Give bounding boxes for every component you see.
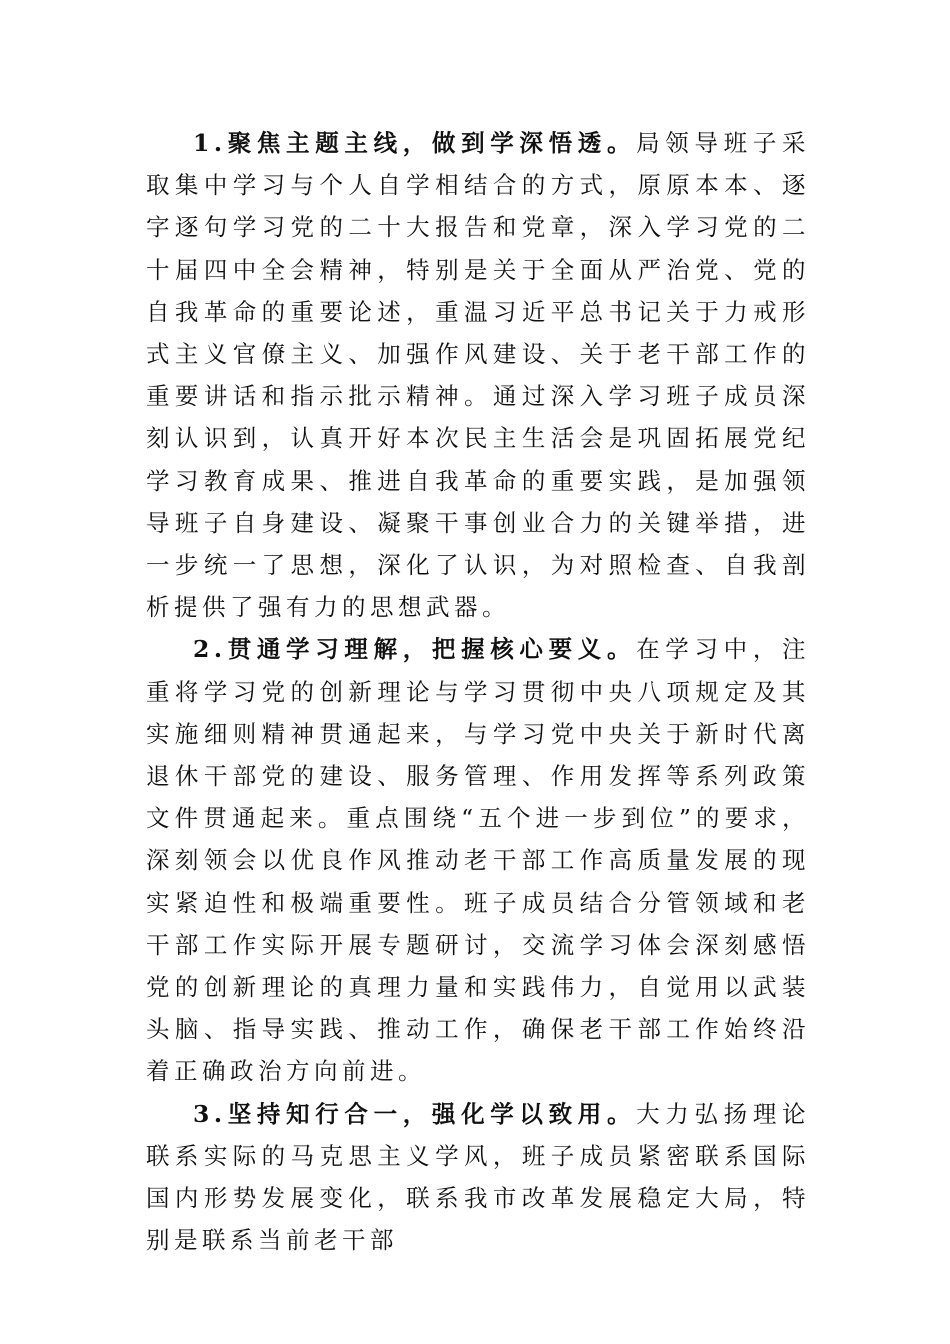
paragraph-1-heading: 1.聚焦主题主线，做到学深悟透。 [193, 129, 637, 157]
paragraph-2 [146, 628, 810, 1092]
paragraph-3 [146, 1093, 810, 1262]
paragraph-2-heading: 2.贯通学习理解，把握核心要义。 [193, 635, 637, 664]
paragraph-1 [146, 122, 810, 628]
paragraph-3-heading: 3.坚持知行合一，强化学以致用。 [193, 1099, 637, 1128]
paragraph-1-body: 局领导班子采取集中学习与个人自学相结合的方式，原原本本、逐字逐句学习党的二十大报告和党章，深入学习党的二十届四中全会精神，特别是关于全面从严治党、党的自我革命的重要论述，重温习近平总书记关于力戒形式主义官僚主义、加强作风建设、关于老干部工作的重要讲话和指示批示精神。通过深入学习班子成员深刻认识到，认真开好本次民主生活会是巩固拓展党纪学习教育成果、推进自我革命的重要实践，是加强领导班子自身建设、凝聚干事创业合力的关键举措，进一步统一了思想，深化了认识，为对照检查、自我剖析提供了强有力的思想武器。 [146, 129, 810, 622]
paragraph-2-body: 在学习中，注重将学习党的创新理论与学习贯彻中央八项规定及其实施细则精神贯通起来，与学习党中央关于新时代离退休干部党的建设、服务管理、作用发挥等系列政策文件贯通起来。重点围绕“五个进一步到位”的要求，深刻领会以优良作风推动老干部工作高质量发展的现实紧迫性和极端重要性。班子成员结合分管领域和老干部工作实际开展专题研讨，交流学习体会深刻感悟党的创新理论的真理力量和实践伟力，自觉用以武装头脑、指导实践、推动工作，确保老干部工作始终沿着正确政治方向前进。 [146, 635, 810, 1086]
paragraph-3-body: 大力弘扬理论联系实际的马克思主义学风，班子成员紧密联系国际国内形势发展变化，联系我市改革发展稳定大局，特别是联系当前老干部 [146, 1099, 810, 1255]
document-page [146, 122, 810, 1261]
